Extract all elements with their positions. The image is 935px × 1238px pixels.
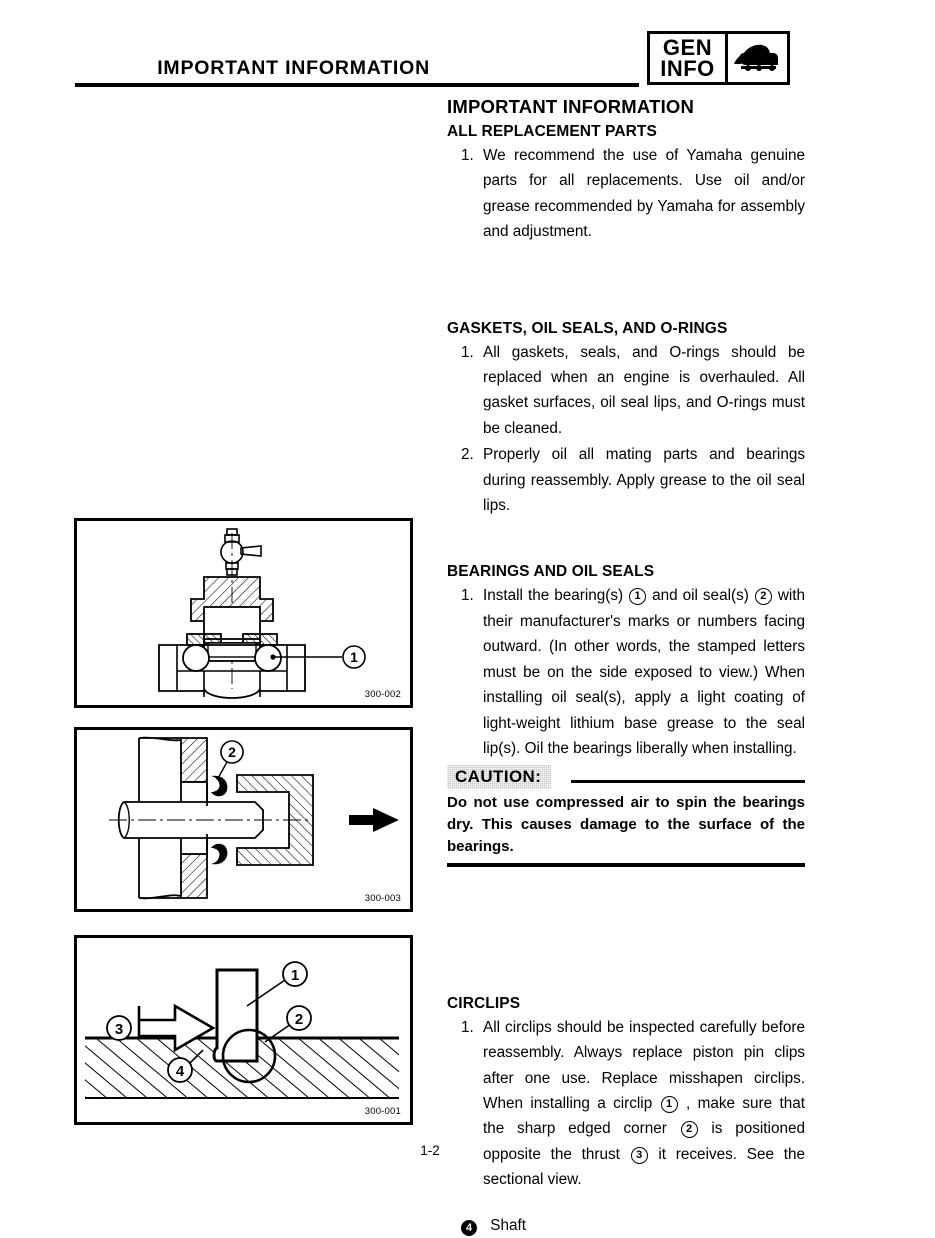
section-gap: [447, 519, 805, 563]
page-title: IMPORTANT INFORMATION: [447, 96, 695, 117]
figure-id: 300-002: [364, 689, 401, 700]
figure-id: 300-001: [364, 1106, 401, 1117]
section-gap: [447, 1194, 805, 1214]
list-text-part-3: with their manufacturer's marks or numbers facing outward. (In other words, the stamped letters must be on the side exposed to view.) When installing oil seal(s), apply a light coating of light-weight lithium base grease to the seal lip(s). Oil the bearings liberally when installing.: [483, 587, 806, 757]
callout-ref-4-icon: 4: [461, 1220, 477, 1236]
oil-seal-installation-figure: [74, 727, 413, 912]
circlip-sectional-drawing: [77, 938, 410, 1122]
callout-ref-3-icon: 3: [631, 1147, 648, 1164]
circlip-sectional-view-figure: [74, 935, 413, 1125]
list-text-part-2: and oil seal(s): [652, 587, 749, 605]
list-text-part-1: Install the bearing(s): [483, 587, 624, 605]
svg-text:2: 2: [228, 744, 236, 760]
callout-ref-2-icon: 2: [755, 588, 772, 605]
oil-seal-installation-drawing: [77, 730, 410, 909]
list-text: All gaskets, seals, and O-rings should be replaced when an engine is overhauled. All gasket surfaces, oil seal lips, and O-rings must be cleaned.: [483, 343, 805, 437]
caution-body: Do not use compressed air to spin the bearings dry. This causes damage to the surface of the bearings.: [447, 794, 805, 856]
list-text-part-4: it receives. See the sectional view.: [483, 1145, 806, 1189]
section-gap: [447, 867, 805, 941]
text-column: [447, 96, 805, 1238]
callout-ref-1-icon: 1: [629, 588, 646, 605]
list-text: We recommend the use of Yamaha genuine parts for all replacements. Use oil and/or grease recommended by Yamaha for assembly and adjustment.: [483, 147, 805, 241]
bearing-installation-drawing: [77, 521, 410, 705]
caution-label: CAUTION:: [447, 765, 551, 789]
figure-id: 300-003: [364, 893, 401, 904]
section-heading-gaskets-oil-seals-o-rings: GASKETS, OIL SEALS, AND O-RINGS: [447, 319, 728, 337]
caution-header: [447, 765, 805, 789]
legend-label: Shaft: [490, 1216, 526, 1234]
section-gap: [447, 246, 805, 320]
list-text: Properly oil all mating parts and bearings during reassembly. Apply grease to the oil seal lips.: [483, 446, 805, 515]
list-text-part-3: is positioned opposite the thrust: [483, 1120, 805, 1163]
list-marker: 1.: [461, 343, 474, 361]
section-heading-circlips: CIRCLIPS: [447, 994, 521, 1012]
section-list-gaskets: [447, 340, 805, 519]
caution-block: [447, 765, 805, 867]
svg-text:4: 4: [175, 1063, 185, 1080]
list-item: [447, 1015, 805, 1193]
caution-top-rule: [571, 780, 805, 783]
section-heading-bearings-and-oil-seals: BEARINGS AND OIL SEALS: [447, 563, 655, 581]
list-text-part-2: , make sure that the sharp edged corner: [483, 1095, 805, 1138]
section-list-bearings: [447, 583, 805, 761]
list-marker: 1.: [461, 587, 474, 605]
section-heading-all-replacement-parts: ALL REPLACEMENT PARTS: [447, 123, 657, 140]
section-gap: [447, 985, 805, 995]
header-title: IMPORTANT INFORMATION: [157, 57, 430, 79]
list-marker: 2.: [461, 446, 474, 464]
section-list-circlips: [447, 1015, 805, 1193]
page-number: 1-2: [420, 1143, 440, 1158]
callout-ref-2-icon: 2: [681, 1121, 698, 1138]
chapter-tab-line-1: GEN: [662, 34, 713, 60]
bearing-installation-figure: [74, 518, 413, 708]
chapter-tab-text: [650, 34, 728, 82]
list-marker: 1.: [461, 1018, 474, 1036]
list-marker: 1.: [461, 147, 474, 164]
list-item: [447, 143, 805, 245]
list-item: [447, 340, 805, 442]
svg-text:2: 2: [294, 1011, 304, 1028]
list-item: [447, 583, 805, 761]
svg-text:1: 1: [350, 649, 358, 665]
chapter-tab-line-2: INFO: [660, 56, 715, 81]
section-gap: [447, 941, 805, 985]
section-list-all-replacement-parts: [447, 143, 805, 245]
snowmobile-icon: [728, 34, 787, 82]
svg-text:3: 3: [114, 1021, 124, 1038]
callout-ref-1-icon: 1: [661, 1096, 678, 1113]
figure-column: [0, 0, 440, 1210]
list-item: [447, 442, 805, 518]
svg-text:1: 1: [290, 967, 300, 984]
chapter-tab: [647, 31, 790, 85]
legend-line: [447, 1214, 805, 1238]
list-text-part-1: All circlips should be inspected carefully before reassembly. Always replace piston pin clips after one use. Replace misshapen circlips. When installing a circlip: [483, 1018, 805, 1113]
